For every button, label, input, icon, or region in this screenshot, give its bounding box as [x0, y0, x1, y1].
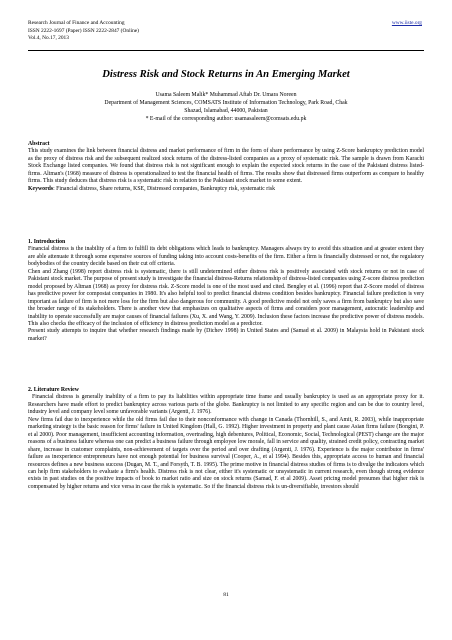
keywords-label: Keywords: [28, 185, 54, 192]
website-link[interactable]: www.iiste.org: [391, 20, 422, 26]
paper-title: Distress Risk and Stock Returns in An Emerging Market: [102, 69, 350, 80]
corresponding-email: * E-mail of the corresponding author: usamasaleem@comsats.edu.pk: [145, 116, 307, 122]
literature-review-paragraph-2: New firms fail due to inexperience while the old firms fail due to their nonconformance with change in Canada (Thornhill, S., and Amit, R. 2003), while inappropriate marketing strategy is the basic reason for firms' failure in United Kingdom (Hall, G. 1992). Higher investment in property and plant cause Asian firms failure (Bongini, P. et al 2000). Poor management, insufficient accounting information, overtrading, high debentures, Political, Economic, Social, Technological (PEST) change are the major reasons of a business failure whereas one can predict a business failure through employee low morale, fall in service and quality, strained credit policy, contracting market share, increase in customer complaints, non-achievement of targets over the period and over drafting (Argenti, J. 1976). Experience is the major contributor in firms' failure as inexperience entrepreneurs have not enough potential for business survival (Cooper, A., et al 1994). Besides this, appropriate access to human and financial resources defines a new business success (Dugan, M. T., and Forsyth, T. B. 1995). The prime motive in financial distress studies of firms is to divulge the indicators which can help firm stakeholders to evaluate a firm's health. Distress risk is not clear, either it's systematic or unsystematic in current research, even though strong evidence exists in past studies on the positive impacts of book to market ratio and size on stock returns (Samad, F. et al 2009). Asset pricing model presumes that higher risk is compensated by higher returns and vice versa in case the risk is systematic. So if the financial distress risk is un-diversifiable, investors should: [28, 416, 424, 490]
journal-name: Research Journal of Finance and Accounting: [28, 20, 125, 26]
header-rule: [28, 50, 424, 51]
literature-review-paragraph-1: Financial distress is generally inability of a firm to pay its liabilities within appropriate time frame and usually bankruptcy is used as an appropriate proxy for it. Researchers have made effort to predict bankruptcy across various parts of the globe. Bankruptcy is not limited to any specific region and can be due to country level, industry level and company level some unfavorable variants (Argenti, J. 1976).: [28, 394, 424, 416]
author-names: Usama Saleem Malik* Muhammad Aftab Dr. Umara Noreen: [155, 92, 297, 98]
literature-review-section: [28, 387, 424, 491]
introduction-paragraph-1: Financial distress is the inability of a firm to fulfill its debt obligations which leads to bankruptcy. Managers always try to avoid this situation and at greater extent they are able attenuate it through some expensive sources of funding taking into account costs-benefits of the firm. Either a firm is financially distressed or not, the regulatory bodybodies of the country decide based on their cut off criteria.: [28, 246, 424, 268]
keywords-text: : Financial distress, Share returns, KSE, Distressed companies, Bankruptcy risk, systematic risk: [53, 185, 275, 192]
introduction-heading: 1. Introduction: [28, 239, 66, 245]
abstract-text: This study examines the link between financial distress and market performance of firm in the form of share performance by using Z-Score bankruptcy prediction model as the proxy of distress risk and the subsequent realized stock returns of the distress-listed companies as a proxy of systematic risk. The sample is drawn from Karachi Stock Exchange listed companies. We found that distress risk is not significant enough to explain the expected stock returns in the case of the Pakistani distress listed-firms. Altman's (1968) measure of distress is operationalized to test the financial health of firms. The results show that distressed firms outperform as compare to healthy firms. This study deduces that distress risk is a systematic risk in relation to the Pakistani stock market to some extent.: [28, 148, 424, 185]
affiliation-line-2: Shazad, Islamabad, 44000, Pakistan: [184, 108, 268, 114]
volume-line: Vol.4, No.17, 2013: [28, 35, 69, 41]
introduction-paragraph-2: Chen and Zhang (1998) report distress risk is systematic, there is still undetermined either distress risk is positively associated with stock returns or not in case of Pakistani stock market. The purpose of present study is investigate the financial distress-Returns relationship of distress-listed companies using Z-score distress prediction model proposed by Altman (1968) as proxy for distress risk. Z-Score model is one of the most used and cited. Bengley et al. (1996) report that Z-Score model of distress has predictive power for compostat companies in 1980. It's also helpful tool to predict financial distress condition besides bankruptcy. Financial failure prediction is very important as failure of firm is not mere loss for the firm but also dangerous for community. A good predictive model not only saves a firm from bankruptcy but also save the broader range of its stakeholders. There is another view that emphasizes on qualitative aspects of firms and considers poor management, autocratic leadership and inability to operate successfully are major causes of financial failures (Xu, X. and Wang, Y. 2009). Inclusion these factors increase the predictive power of distress models. This also checks the efficacy of the inclusion of efficiency in distress prediction model as a predictor.: [28, 268, 424, 327]
affiliation-line-1: Department of Management Sciences, COMSATS Institute of Information Technology, Park Road, Chak: [104, 100, 348, 106]
abstract-section: [28, 141, 424, 193]
literature-review-heading: 2. Literature Review: [28, 387, 79, 393]
abstract-heading: Abstract: [28, 141, 50, 147]
keywords-line: [28, 186, 424, 193]
introduction-section: [28, 239, 424, 343]
introduction-paragraph-3: Present study attempts to inquire that whether research findings made by (Dichev 1998) in United States and (Samad et al. 2009) in Malaysia hold in Pakistani stock market?: [28, 328, 424, 342]
page-number: 81: [223, 592, 229, 598]
author-block: [28, 91, 424, 123]
issn-line: ISSN 2222-1697 (Paper) ISSN 2222-2847 (Online): [28, 27, 139, 34]
